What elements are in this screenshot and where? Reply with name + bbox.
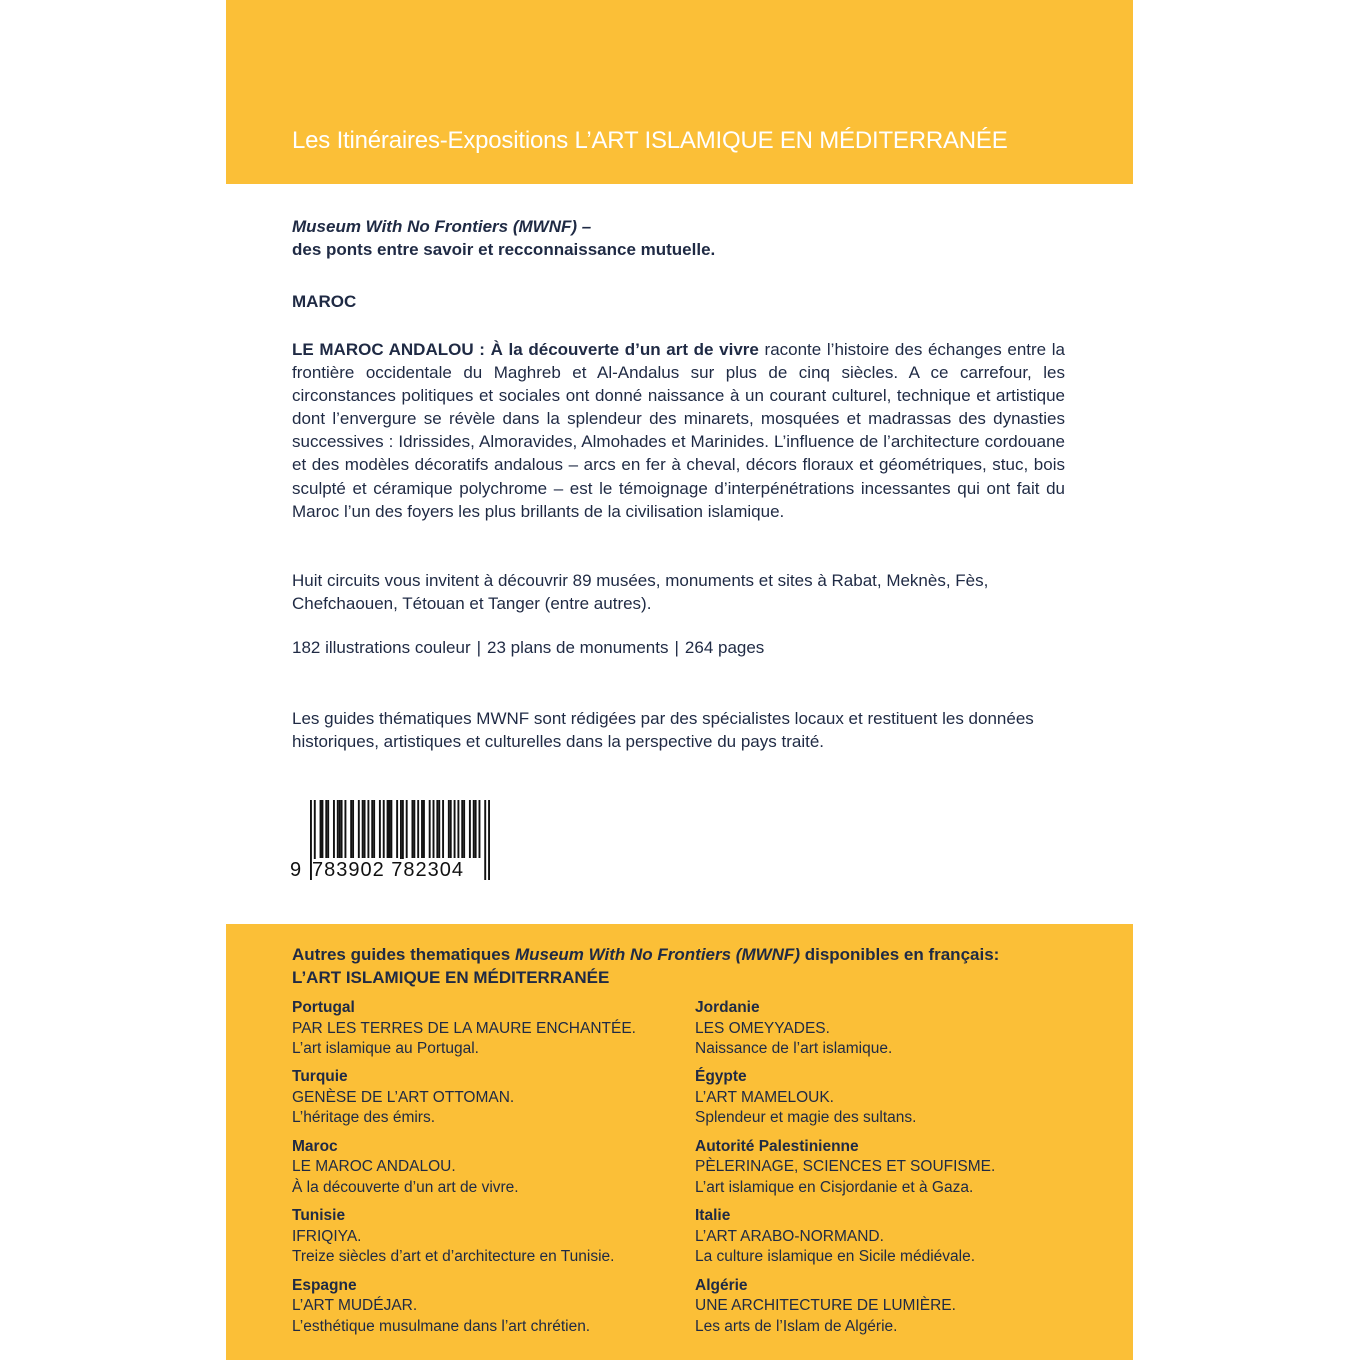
guide-entry (695, 998, 1085, 1067)
book-stats (292, 638, 764, 658)
barcode-bar (390, 800, 392, 858)
guide-subtitle: Naissance de l’art islamique. (695, 1040, 893, 1057)
barcode-bar (389, 800, 391, 858)
guide-title: PÈLERINAGE, SCIENCES ET SOUFISME. (695, 1158, 996, 1176)
barcode-bar (396, 800, 398, 858)
guide-subtitle: La culture islamique en Sicile médiévale. (695, 1248, 976, 1266)
guide-entry (292, 1137, 682, 1206)
barcode-bar (364, 800, 366, 858)
barcode-bar (457, 800, 459, 858)
barcode-bar (433, 800, 435, 858)
guide-title: IFRIQIYA. (292, 1227, 362, 1245)
tagline-organisation: Museum With No Frontiers (MWNF) – (292, 217, 592, 236)
other-guides-subtitle: L’ART ISLAMIQUE EN MÉDITERRANÉE (292, 968, 610, 987)
barcode-bar (463, 800, 465, 858)
guide-subtitle: L’héritage des émirs. (292, 1109, 436, 1127)
guide-country: Portugal (292, 999, 355, 1016)
guide-country: Italie (695, 1207, 731, 1225)
other-guides-title (292, 943, 1112, 989)
barcode-bar (413, 800, 415, 858)
guides-note: Les guides thématiques MWNF sont rédigées par des spécialistes locaux et restituent les données historiques, artistiques et culturelles dans la perspective du pays traité. (292, 709, 1034, 751)
stat-pages: 264 pages (684, 638, 765, 657)
bottom-yellow-band (226, 924, 1133, 1360)
barcode-bar (373, 800, 375, 858)
barcode-bar (344, 800, 346, 858)
barcode-bar (327, 800, 329, 858)
guide-country: Jordanie (695, 999, 760, 1016)
barcode-bar (438, 800, 440, 858)
description-body: raconte l’histoire des échanges entre la frontière occidentale du Maghreb et Al-Andalus sur plus de cinq siècles. A ce carrefour, les circonstances politiques et sociales ont donné naissance à un courant culturel, technique et artistique dont l’envergure se révèle dans la splendeur des minarets, mosquées et madrassas des dynasties successives : Idrissides, Almoravides, Almohades et Marinides. L’influence de l’architecture cordouane et des modèles décoratifs andalous – arcs en fer à cheval, décors floraux et géométriques, stuc, bois sculpté et céramique polychrome – est le témoignage d’interpénétrations incessantes qui ont fait du Maroc l’un des foyers les plus brillants de la civilisation islamique. (292, 340, 1066, 521)
guide-title: LES OMEYYADES. (695, 1019, 830, 1037)
guide-title: L’ART MUDÉJAR. (292, 1297, 418, 1315)
circuits-paragraph: Huit circuits vous invitent à découvrir 89 musées, monuments et sites à Rabat, Meknès, Fès, Chefchaouen, Tétouan et Tanger (entre autres). (292, 571, 989, 613)
guide-entry (695, 1206, 1085, 1275)
other-guides-prefix: Autres guides thematiques (292, 945, 515, 964)
barcode-bar (479, 800, 481, 858)
guide-subtitle: L’art islamique en Cisjordanie et à Gaza. (695, 1178, 974, 1196)
book-description (292, 338, 1065, 523)
barcode-bar (341, 800, 343, 858)
barcode-bar (450, 800, 452, 858)
barcode-bar (358, 800, 360, 858)
other-guides-organisation: Museum With No Frontiers (MWNF) (514, 945, 800, 964)
guide-entry (695, 1276, 1085, 1345)
barcode-bar (429, 800, 431, 858)
barcode-bar (321, 800, 323, 858)
barcode-bar (461, 800, 463, 858)
barcode-bar (406, 800, 408, 858)
guide-country: Tunisie (292, 1207, 346, 1225)
guide-title: LE MAROC ANDALOU. (292, 1158, 456, 1176)
stat-separator: | (476, 638, 482, 657)
barcode-bar (442, 800, 444, 858)
guide-country: Autorité Palestinienne (695, 1137, 859, 1155)
tagline (292, 215, 1072, 261)
guide-entry (695, 1137, 1085, 1206)
guide-entry (292, 1206, 682, 1275)
guide-country: Espagne (292, 1276, 357, 1294)
barcode-lead-digit: 9 (290, 859, 302, 881)
guide-title: PAR LES TERRES DE LA MAURE ENCHANTÉE. (292, 1019, 636, 1037)
book-back-cover (226, 0, 1133, 1360)
barcode-bar (383, 800, 385, 858)
guide-title: UNE ARCHITECTURE DE LUMIÈRE. (695, 1297, 956, 1315)
guide-country: Maroc (292, 1137, 338, 1155)
guide-entry (292, 1276, 682, 1345)
barcode-bar (371, 800, 373, 858)
barcode-bar (421, 800, 423, 858)
barcode-bar (379, 800, 381, 858)
stat-plans: 23 plans de monuments (487, 638, 669, 657)
barcode-bar (488, 800, 490, 880)
barcode-bar (362, 800, 364, 858)
barcode-bar (475, 800, 477, 858)
guide-subtitle: Les arts de l’Islam de Algérie. (695, 1317, 898, 1335)
guide-title: L’ART MAMELOUK. (695, 1088, 834, 1106)
barcode-bar (352, 800, 354, 858)
barcode-bar (454, 800, 456, 858)
other-guides-suffix: disponibles en français: (799, 945, 1000, 964)
guide-title: GENÈSE DE L’ART OTTOMAN. (292, 1088, 515, 1106)
guide-entry (695, 1067, 1085, 1136)
barcode-bar (423, 800, 425, 858)
book-title: LE MAROC ANDALOU : À la découverte d’un art de vivre (292, 340, 759, 359)
guides-left-column (292, 998, 682, 1345)
barcode-bar (320, 800, 322, 858)
guide-subtitle: L’art islamique au Portugal. (292, 1040, 479, 1057)
stat-separator: | (674, 638, 679, 657)
guides-right-column (695, 998, 1085, 1345)
barcode-bar (367, 800, 369, 858)
country-heading: MAROC (292, 292, 357, 311)
barcode-bar (339, 800, 341, 858)
barcode-digits: 783902 782304 (312, 859, 465, 881)
barcode-bar (411, 800, 413, 858)
guide-subtitle: Treize siècles d’art et d’architecture en Tunisie. (292, 1248, 615, 1266)
guide-subtitle: L’esthétique musulmane dans l’art chrétien. (292, 1317, 591, 1335)
guide-entry (292, 1067, 682, 1136)
barcode-bar (387, 800, 389, 858)
top-yellow-band (226, 0, 1133, 184)
barcode-bar (473, 800, 475, 858)
series-title: Les Itinéraires-Expositions L’ART ISLAMIQUE EN MÉDITERRANÉE (292, 127, 1008, 154)
guide-country: Égypte (695, 1068, 747, 1086)
guide-title: L’ART ARABO-NORMAND. (695, 1227, 884, 1245)
barcode-bar (325, 800, 327, 858)
barcode-bar (350, 800, 352, 858)
barcode-bar (448, 800, 450, 858)
guide-country: Turquie (292, 1068, 348, 1086)
barcode-bar (469, 800, 471, 858)
guide-subtitle: À la découverte d’un art de vivre. (292, 1178, 519, 1196)
barcode-bar (333, 800, 335, 858)
guide-country: Algérie (695, 1276, 748, 1294)
barcode-bar (484, 800, 486, 880)
guide-entry (292, 998, 682, 1067)
barcode-bar (337, 800, 339, 858)
guide-subtitle: Splendeur et magie des sultans. (695, 1109, 917, 1127)
tagline-motto: des ponts entre savoir et recconnaissance mutuelle. (292, 240, 716, 259)
barcode-bar (417, 800, 419, 858)
stat-illustrations: 182 illustrations couleur (292, 638, 471, 657)
barcode-bar (436, 800, 438, 858)
isbn-barcode (290, 800, 502, 884)
